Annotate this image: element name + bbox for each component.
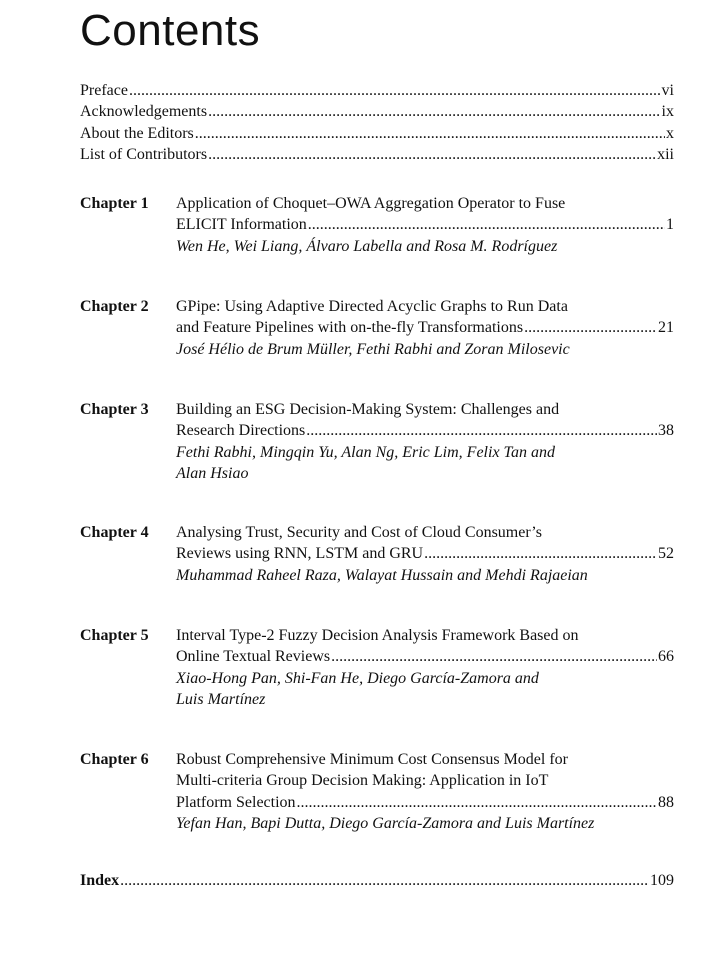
chapter-2-entry[interactable] — [80, 296, 674, 360]
chapter-authors: Yefan Han, Bapi Dutta, Diego García-Zamora and Luis Martínez — [176, 814, 595, 832]
chapter-1-entry[interactable] — [80, 193, 674, 257]
toc-entry-label: Index — [80, 872, 120, 889]
chapter-title-line: Building an ESG Decision-Making System: Challenges and — [176, 401, 560, 418]
dot-leader — [424, 543, 657, 564]
chapter-title-line: Robust Comprehensive Minimum Cost Consensus Model for — [176, 751, 568, 768]
toc-entry-contributors[interactable] — [80, 144, 674, 165]
toc-page-number: ix — [661, 103, 674, 121]
toc-page-number: 66 — [658, 648, 674, 666]
chapter-title-line: Platform Selection — [176, 793, 296, 811]
chapter-title-last-line — [176, 543, 674, 564]
chapter-title-last-line — [176, 317, 674, 338]
dot-leader — [120, 870, 649, 891]
chapter-authors: Xiao-Hong Pan, Shi-Fan He, Diego García-Zamora and — [176, 669, 539, 687]
chapter-title-line: Application of Choquet–OWA Aggregation Operator to Fuse — [176, 195, 566, 212]
chapter-number: Chapter 1 — [80, 195, 149, 212]
chapter-title-last-line — [176, 646, 674, 667]
chapter-authors: Alan Hsiao — [176, 464, 249, 482]
toc-entry-label: List of Contributors — [80, 145, 208, 163]
dot-leader — [306, 420, 657, 441]
toc-page-number: xii — [657, 145, 674, 163]
toc-entry-index[interactable] — [80, 870, 674, 891]
dot-leader — [331, 646, 657, 667]
chapter-3-entry[interactable] — [80, 399, 674, 484]
chapter-5-entry[interactable] — [80, 625, 674, 710]
toc-page-number: x — [666, 124, 674, 142]
chapter-title-line: Interval Type-2 Fuzzy Decision Analysis Framework Based on — [176, 627, 579, 644]
chapter-4-entry[interactable] — [80, 522, 674, 586]
chapter-number: Chapter 2 — [80, 298, 149, 315]
chapter-authors: Muhammad Raheel Raza, Walayat Hussain and Mehdi Rajaeian — [176, 566, 588, 584]
dot-leader — [208, 101, 660, 122]
toc-page-number: 21 — [658, 319, 674, 337]
chapter-authors: José Hélio de Brum Müller, Fethi Rabhi and Zoran Milosevic — [176, 340, 570, 358]
chapter-title-line: GPipe: Using Adaptive Directed Acyclic Graphs to Run Data — [176, 298, 568, 315]
chapter-title-line: ELICIT Information — [176, 216, 307, 234]
dot-leader — [524, 317, 657, 338]
toc-page-number: 52 — [658, 545, 674, 563]
toc-page-number: 1 — [666, 216, 674, 234]
chapter-title-last-line — [176, 420, 674, 441]
toc-page-number: 109 — [650, 872, 674, 889]
chapter-6-entry[interactable] — [80, 749, 674, 834]
toc-entry-label: Preface — [80, 82, 128, 99]
page-title: Contents — [80, 6, 261, 55]
chapter-authors: Wen He, Wei Liang, Álvaro Labella and Rosa M. Rodríguez — [176, 237, 558, 255]
chapter-number: Chapter 3 — [80, 401, 149, 418]
dot-leader — [308, 214, 665, 235]
dot-leader — [208, 144, 656, 165]
chapter-number: Chapter 5 — [80, 627, 149, 644]
dot-leader — [129, 80, 661, 101]
toc-page-number: 38 — [658, 422, 674, 440]
chapter-title-line: Research Directions — [176, 422, 306, 440]
chapter-title-line: Online Textual Reviews — [176, 648, 331, 666]
toc-page-number: 88 — [658, 793, 674, 811]
dot-leader — [297, 792, 657, 813]
toc-page-number: vi — [661, 82, 674, 99]
chapter-title-line: Reviews using RNN, LSTM and GRU — [176, 545, 424, 563]
dot-leader — [195, 123, 665, 144]
front-matter-list — [80, 80, 674, 165]
toc-entry-preface[interactable] — [80, 80, 674, 101]
chapter-number: Chapter 4 — [80, 524, 149, 541]
chapter-title-line: and Feature Pipelines with on-the-fly Transformations — [176, 319, 524, 337]
chapter-number: Chapter 6 — [80, 751, 149, 768]
chapter-authors: Fethi Rabhi, Mingqin Yu, Alan Ng, Eric Lim, Felix Tan and — [176, 443, 555, 461]
chapter-title-line: Multi-criteria Group Decision Making: Application in IoT — [176, 772, 549, 790]
toc-entry-label: About the Editors — [80, 124, 194, 142]
toc-entry-label: Acknowledgements — [80, 103, 208, 121]
chapter-title-last-line — [176, 214, 674, 235]
toc-entry-acknowledgements[interactable] — [80, 101, 674, 122]
chapter-authors: Luis Martínez — [176, 690, 266, 708]
chapter-title-line: Analysing Trust, Security and Cost of Cloud Consumer’s — [176, 524, 542, 541]
toc-entry-about-editors[interactable] — [80, 123, 674, 144]
chapter-title-last-line — [176, 792, 674, 813]
